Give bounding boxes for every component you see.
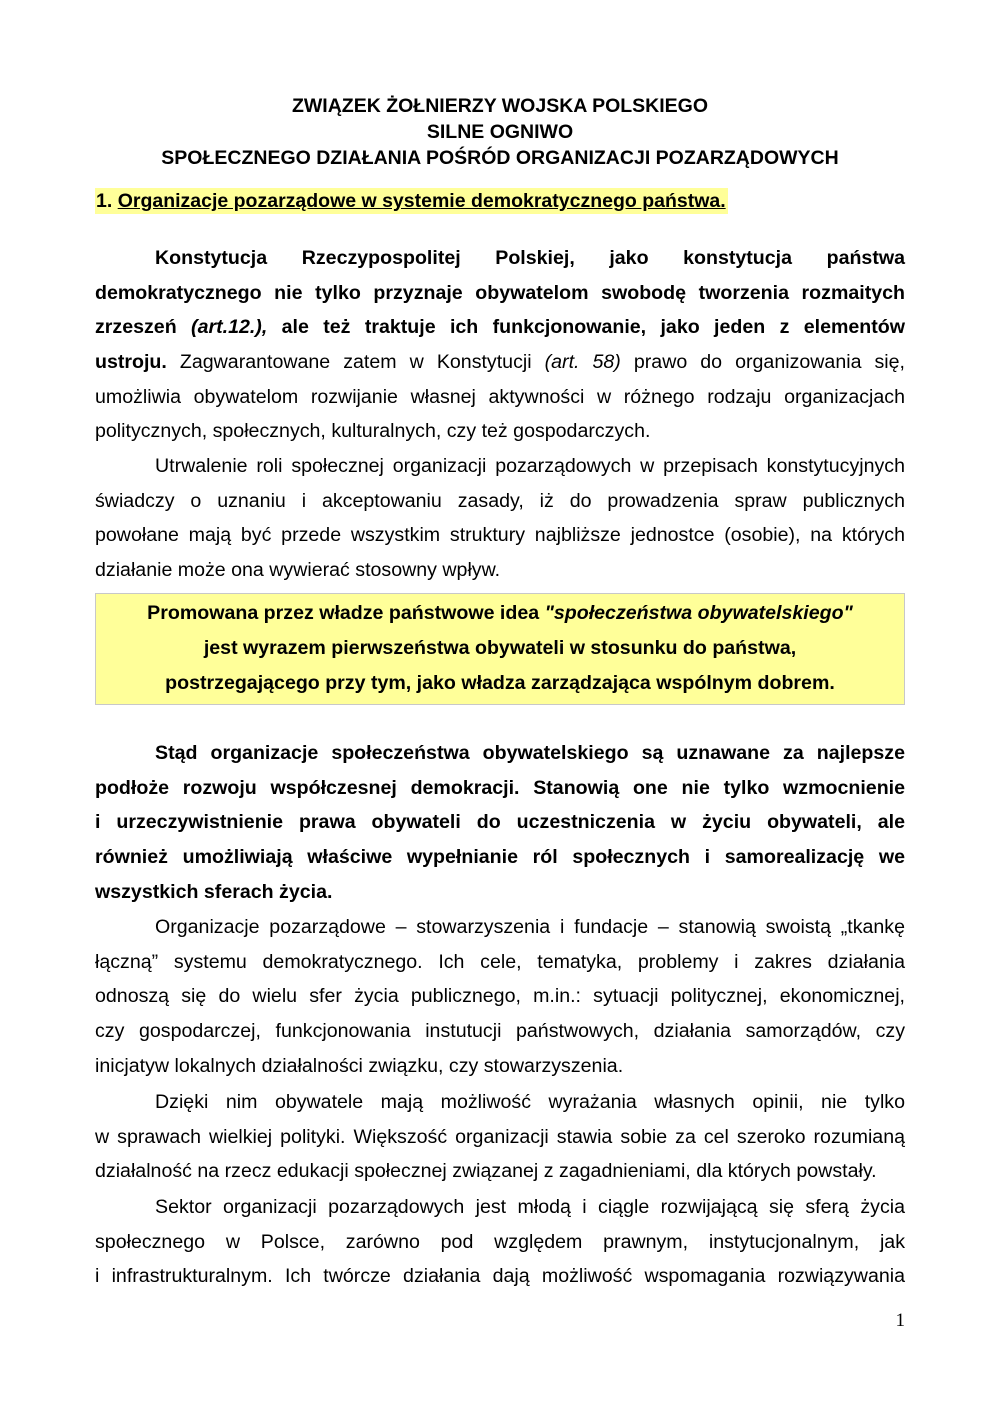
paragraph-line: Utrwalenie roli społecznej organizacji pozarządowych w przepisach konstytucyjnych	[155, 455, 905, 477]
paragraph-line: również umożliwiają właściwe wypełnianie ról społecznych i samorealizację we	[95, 846, 905, 869]
text-run: Zagwarantowane zatem w Konstytucji	[166, 351, 545, 374]
text-run: zrzeszeń	[95, 316, 192, 339]
paragraph-line: demokratycznego nie tylko przyznaje obywatelom swobodę tworzenia rozmaitych	[95, 281, 905, 304]
text-run: "społeczeństwa obywatelskiego"	[544, 602, 853, 624]
text-run: (art.12.),	[191, 316, 268, 339]
section-heading	[95, 188, 728, 214]
paragraph-line: w sprawach wielkiej polityki. Większość organizacji stawia sobie za cel szeroko rozumianą	[95, 1125, 905, 1148]
paragraph-line: Sektor organizacji pozarządowych jest młodą i ciągle rozwijającą się sferą życia	[155, 1196, 905, 1218]
text-run: (art. 58)	[544, 351, 621, 374]
paragraph-line: świadczy o uznaniu i akceptowaniu zasady, iż do prowadzenia spraw publicznych	[95, 489, 905, 512]
paragraph-line: politycznych, społecznych, kulturalnych, czy też gospodarczych.	[95, 420, 651, 443]
document-title	[95, 93, 905, 171]
text-run: prawo do organizowania się,	[620, 351, 906, 374]
paragraph-line: inicjatyw lokalnych działalności związku, czy stowarzyszenia.	[95, 1054, 624, 1077]
text-run: Promowana przez władze państwowe idea	[147, 602, 545, 624]
paragraph-line: odnoszą się do wielu sfer życia publicznego, m.in.: sytuacji politycznej, ekonomicznej,	[95, 985, 905, 1008]
paragraph-sector	[95, 1190, 905, 1294]
section-title: Organizacje pozarządowe w systemie demokratycznego państwa.	[117, 190, 726, 212]
paragraph-role	[95, 449, 905, 588]
paragraph-line: łączną” systemu demokratycznego. Ich cele, tematyka, problemy i zakres działania	[95, 950, 905, 973]
section-number: 1.	[96, 190, 113, 212]
paragraph-line: działanie może ona wywierać stosowny wpływ.	[95, 559, 501, 582]
paragraph-line: i urzeczywistnienie prawa obywateli do uczestniczenia w życiu obywateli, ale	[95, 811, 905, 834]
paragraph-civil-society	[95, 736, 905, 909]
title-line: ZWIĄZEK ŻOŁNIERZY WOJSKA POLSKIEGO	[291, 95, 708, 117]
paragraph-line: Dzięki nim obywatele mają możliwość wyrażania własnych opinii, nie tylko	[155, 1091, 905, 1113]
paragraph-ngo-tissue	[95, 910, 905, 1083]
paragraph-line: Organizacje pozarządowe – stowarzyszenia i fundacje – stanowią swoistą „tkankę	[155, 916, 905, 938]
text-run: ustroju.	[95, 351, 167, 374]
callout-line	[96, 596, 904, 631]
paragraph-line: podłoże rozwoju współczesnej demokracji. Stanowią one nie tylko wzmocnienie	[95, 776, 905, 799]
paragraph-line: umożliwia obywatelom rozwijanie własnej aktywności w różnego rodzaju organizacjach	[95, 385, 905, 408]
page-number: 1	[895, 1310, 905, 1331]
paragraph-line: i infrastrukturalnym. Ich twórcze działania dają możliwość wspomagania rozwiązywania	[95, 1265, 905, 1288]
callout-line: postrzegającego przy tym, jako władza zarządzająca wspólnym dobrem.	[165, 672, 835, 694]
callout-line: jest wyrazem pierwszeństwa obywateli w stosunku do państwa,	[203, 637, 797, 659]
paragraph-line: czy gospodarczej, funkcjonowania instutucji państwowych, działania samorządów, czy	[95, 1020, 905, 1043]
paragraph-opinions	[95, 1085, 905, 1189]
paragraph-constitution	[95, 241, 905, 449]
paragraph-line: społecznego w Polsce, zarówno pod względem prawnym, instytucjonalnym, jak	[95, 1230, 905, 1253]
paragraph-line: Stąd organizacje społeczeństwa obywatelskiego są uznawane za najlepsze	[155, 742, 905, 764]
paragraph-line	[95, 310, 905, 345]
title-line: SPOŁECZNEGO DZIAŁANIA POŚRÓD ORGANIZACJI POZARZĄDOWYCH	[161, 147, 839, 169]
paragraph-line: Konstytucja Rzeczypospolitej Polskiej, jako konstytucja państwa	[155, 247, 905, 269]
highlight-callout	[95, 593, 905, 705]
paragraph-line: działalność na rzecz edukacji społecznej związanej z zagadnieniami, dla których powstały.	[95, 1160, 877, 1183]
title-line: SILNE OGNIWO	[426, 121, 574, 143]
text-run: ale też traktuje ich funkcjonowanie, jako jeden z elementów	[267, 316, 905, 339]
paragraph-line: wszystkich sferach życia.	[95, 880, 333, 903]
paragraph-line: powołane mają być przede wszystkim struktury najbliższe jednostce (osobie), na których	[95, 524, 905, 547]
paragraph-line	[95, 345, 905, 380]
